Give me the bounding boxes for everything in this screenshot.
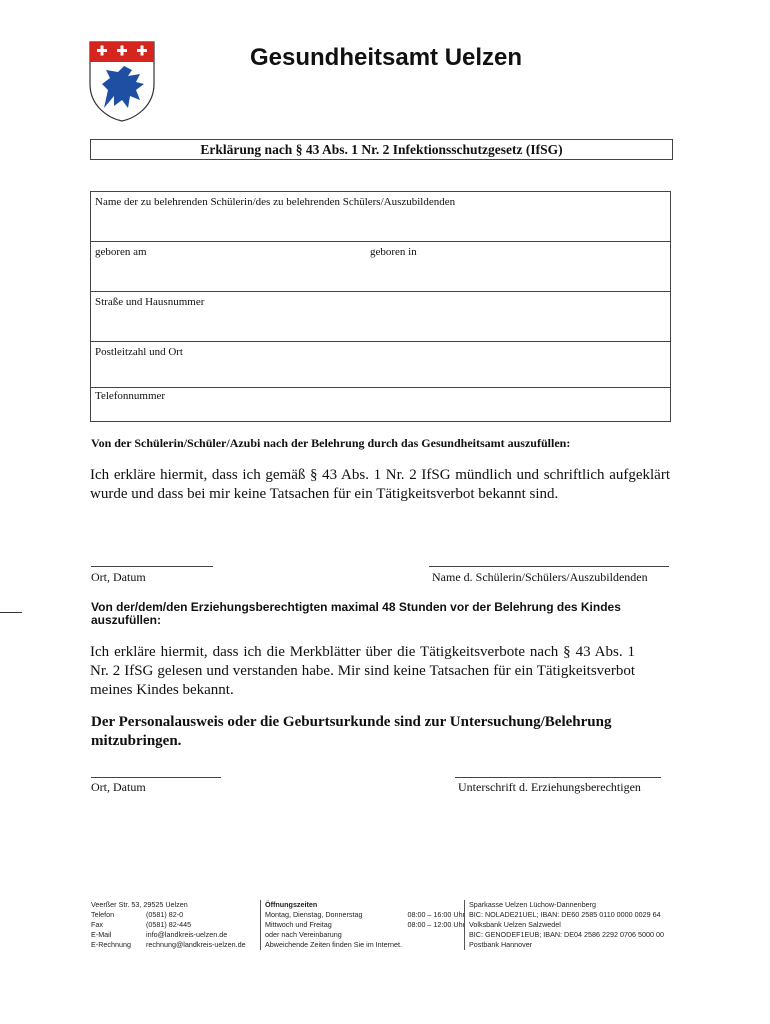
birth-row [91, 242, 670, 292]
coat-of-arms-icon [88, 40, 156, 122]
guardian-declaration-text: Ich erkläre hiermit, dass ich die Merkblätter über die Tätigkeitsverbote nach § 43 Abs. 1 Nr. 2 IfSG gelesen und verstanden habe. Mir sind keine Tatsachen für ein Tätigkeitsverbot meines Kindes bekannt. [90, 644, 635, 698]
born-on-label: geboren am [95, 246, 147, 258]
guardian-place-date-label: Ort, Datum [91, 780, 146, 794]
guardian-section-heading: Von der/dem/den Erziehungsberechtigten maximal 48 Stunden vor der Belehrung des Kindes auszufüllen: [91, 600, 621, 627]
student-name-label: Name d. Schülerin/Schülers/Auszubildenden [432, 570, 648, 584]
bank-line-5: Postbank Hannover [469, 940, 533, 949]
fax-value: (0581) 82-445 [146, 920, 192, 929]
born-in-field[interactable] [381, 242, 671, 291]
phone-field[interactable] [91, 388, 670, 423]
hours-time-1: 08:00 – 16:00 Uhr [407, 910, 465, 919]
footer-hours [260, 900, 465, 950]
bank-line-2: BIC: NOLADE21UEL; IBAN: DE60 2585 0110 0000 0029 64 [469, 910, 661, 919]
phone-label: Telefonnummer [95, 390, 166, 402]
fold-mark [0, 612, 22, 613]
postal-label: Postleitzahl und Ort [95, 346, 183, 358]
student-section-heading: Von der Schülerin/Schüler/Azubi nach der Belehrung durch das Gesundheitsamt auszufüllen: [91, 436, 571, 450]
born-on-field[interactable] [91, 242, 381, 291]
guardian-signature-line[interactable] [455, 777, 661, 778]
student-place-date-label: Ort, Datum [91, 570, 146, 584]
bank-line-4: BIC: GENODEF1EUB; IBAN: DE04 2586 2292 0706 5000 00 [469, 930, 664, 939]
guardian-signature-label: Unterschrift d. Erziehungsberechtigen [458, 780, 641, 794]
guardian-place-date-line[interactable] [91, 777, 221, 778]
street-label: Straße und Hausnummer [95, 296, 205, 308]
hours-days-2: Mittwoch und Freitag [265, 920, 332, 929]
email-key: E-Mail [91, 930, 112, 939]
footer-bank [464, 900, 689, 950]
postal-field[interactable] [91, 342, 670, 388]
bank-line-3: Volksbank Uelzen Salzwedel [469, 920, 561, 929]
hours-extra-1: oder nach Vereinbarung [265, 930, 342, 939]
personal-data-form [90, 191, 671, 422]
bank-line-1: Sparkasse Uelzen Lüchow-Dannenberg [469, 900, 597, 909]
email-link[interactable]: info@landkreis-uelzen.de [146, 930, 228, 939]
address-line: Veerßer Str. 53, 29525 Uelzen [91, 900, 188, 909]
page-title: Gesundheitsamt Uelzen [250, 44, 523, 71]
phone-key: Telefon [91, 910, 115, 919]
form-title: Erklärung nach § 43 Abs. 1 Nr. 2 Infektionsschutzgesetz (IfSG) [90, 139, 673, 160]
erechnung-key: E-Rechnung [91, 940, 131, 949]
student-name-line[interactable] [429, 566, 669, 567]
student-place-date-line[interactable] [91, 566, 213, 567]
footer-address [91, 900, 261, 950]
hours-extra-2: Abweichende Zeiten finden Sie im Internet. [265, 940, 403, 949]
born-in-label: geboren in [370, 246, 417, 258]
name-field[interactable] [91, 192, 670, 242]
street-field[interactable] [91, 292, 670, 342]
id-document-note: Der Personalausweis oder die Geburtsurkunde sind zur Untersuchung/Belehrung mitzubringen. [91, 714, 612, 749]
name-field-label: Name der zu belehrenden Schülerin/des zu belehrenden Schülers/Auszubildenden [95, 196, 456, 208]
student-declaration-text: Ich erkläre hiermit, dass ich gemäß § 43 Abs. 1 Nr. 2 IfSG mündlich und schriftlich aufgeklärt wurde und dass bei mir keine Tatsachen für ein Tätigkeitsverbot bekannt sind. [90, 467, 670, 502]
fax-key: Fax [91, 920, 103, 929]
phone-value: (0581) 82-0 [146, 910, 184, 919]
hours-time-2: 08:00 – 12:00 Uhr [407, 920, 465, 929]
hours-days-1: Montag, Dienstag, Donnerstag [265, 910, 363, 919]
erechnung-link[interactable]: rechnung@landkreis-uelzen.de [146, 940, 246, 949]
hours-title: Öffnungszeiten [265, 900, 318, 909]
